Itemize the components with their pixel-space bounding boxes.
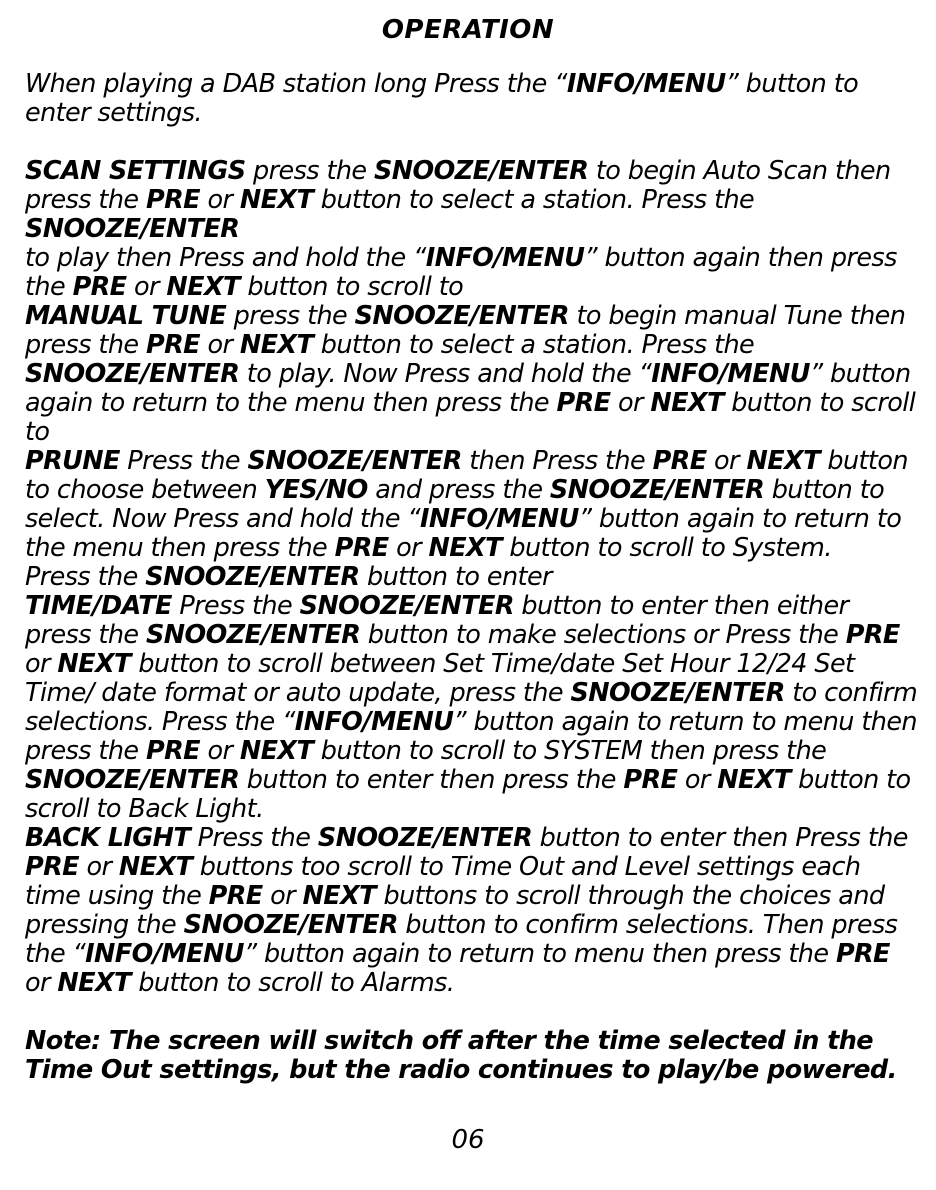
- text-run: button to confirm selections. Then press the “: [25, 910, 898, 969]
- bold-term: SNOOZE/ENTER: [145, 562, 360, 592]
- bold-term: INFO/MENU: [294, 707, 454, 737]
- text-run: or: [199, 185, 240, 215]
- system-paragraph: [25, 563, 920, 592]
- text-run: button to enter: [359, 562, 552, 592]
- bold-term: NEXT: [57, 649, 131, 679]
- instructions-body: [25, 70, 920, 1085]
- text-run: or: [25, 968, 58, 998]
- bold-term: SNOOZE/ENTER: [299, 591, 514, 621]
- text-run: button to enter then Press the: [532, 823, 908, 853]
- bold-term: SCAN SETTINGS: [25, 156, 246, 186]
- manual-tune-paragraph: [25, 302, 920, 447]
- bold-term: NEXT: [428, 533, 502, 563]
- text-run: or: [78, 852, 119, 882]
- bold-term: PRE: [556, 388, 611, 418]
- bold-term: TIME/DATE: [25, 591, 172, 621]
- text-run: button to scroll to System.: [501, 533, 832, 563]
- scan-settings-paragraph: [25, 157, 920, 302]
- text-run: then Press the: [461, 446, 653, 476]
- text-run: Press the: [119, 446, 248, 476]
- text-run: button to scroll to: [239, 272, 464, 302]
- bold-term: PRE: [208, 881, 263, 911]
- text-run: Press the: [25, 562, 146, 592]
- text-run: button to scroll to Alarms.: [130, 968, 455, 998]
- time-date-paragraph: [25, 592, 920, 824]
- text-run: ” button again then press the: [25, 243, 897, 302]
- bold-term: PRE: [146, 185, 200, 215]
- bold-term: NEXT: [239, 330, 314, 360]
- bold-term: INFO/MENU: [85, 939, 244, 969]
- bold-term: SNOOZE/ENTER: [549, 475, 765, 505]
- text-run: or: [388, 533, 429, 563]
- back-light-paragraph: [25, 824, 920, 998]
- bold-term: INFO/MENU: [420, 504, 579, 534]
- text-run: button to scroll between Set Time/date Set Hour 12/24 Set Time/ date format or auto update, press the: [25, 649, 855, 708]
- text-run: to begin manual Tune then press the: [25, 301, 906, 360]
- page-number: 06: [451, 1125, 485, 1155]
- text-run: button to enter then press the: [239, 765, 624, 795]
- text-run: or: [126, 272, 167, 302]
- bold-term: PRE: [72, 272, 127, 302]
- text-run: ” button again to return to the menu then press the: [25, 359, 911, 418]
- text-run: ” button again to return to the menu then press the: [25, 504, 902, 563]
- bold-term: INFO/MENU: [425, 243, 585, 273]
- text-run: press the: [245, 156, 375, 186]
- bold-term: PRE: [146, 330, 200, 360]
- bold-term: SNOOZE/ENTER: [25, 765, 240, 795]
- bold-term: SNOOZE/ENTER: [146, 620, 361, 650]
- bold-term: PRE: [334, 533, 389, 563]
- bold-term: SNOOZE/ENTER: [317, 823, 533, 853]
- text-run: buttons to scroll through the choices and pressing the: [25, 881, 885, 940]
- text-run: button to enter then either press the: [25, 591, 849, 650]
- bold-term: PRE: [623, 765, 678, 795]
- bold-term: NEXT: [650, 388, 724, 418]
- text-run: button to scroll to Back Light.: [25, 765, 911, 824]
- text-run: or: [199, 736, 240, 766]
- page-title: OPERATION: [381, 15, 555, 45]
- intro-paragraph: [25, 70, 920, 128]
- bold-term: SNOOZE/ENTER: [25, 359, 240, 389]
- bold-term: YES/NO: [264, 475, 368, 505]
- text-run: or: [610, 388, 651, 418]
- text-run: button to choose between: [25, 446, 908, 505]
- bold-term: INFO/MENU: [651, 359, 810, 389]
- text-run: to begin Auto Scan then press the: [25, 156, 891, 215]
- bold-term: BACK LIGHT: [25, 823, 191, 853]
- text-run: to confirm selections. Press the “: [25, 678, 918, 737]
- text-run: button to scroll to: [25, 388, 916, 447]
- bold-term: NEXT: [57, 968, 131, 998]
- text-run: When playing a DAB station long Press the “: [25, 69, 567, 99]
- bold-term: SNOOZE/ENTER: [374, 156, 589, 186]
- text-run: ” button again to return to menu then press the: [25, 707, 917, 766]
- text-run: and press the: [367, 475, 550, 505]
- text-run: button to select a station. Press the: [313, 185, 755, 215]
- text-run: or: [25, 649, 58, 679]
- text-run: to play. Now Press and hold the “: [239, 359, 652, 389]
- text-run: buttons too scroll to Time Out and Level settings each time using the: [25, 852, 861, 911]
- bold-term: MANUAL TUNE: [25, 301, 227, 331]
- bold-term: SNOOZE/ENTER: [25, 214, 240, 244]
- bold-term: PRE: [845, 620, 900, 650]
- prune-paragraph: [25, 447, 920, 563]
- text-run: to play then Press and hold the “: [25, 243, 426, 273]
- bold-term: SNOOZE/ENTER: [183, 910, 398, 940]
- bold-term: SNOOZE/ENTER: [247, 446, 462, 476]
- text-run: press the: [226, 301, 355, 331]
- text-run: ” button to enter settings.: [25, 69, 859, 128]
- bold-term: PRE: [146, 736, 200, 766]
- text-run: or: [262, 881, 303, 911]
- text-run: or: [199, 330, 240, 360]
- bold-term: NEXT: [239, 736, 314, 766]
- text-run: Press the: [190, 823, 318, 853]
- text-run: button to scroll to SYSTEM then press the: [313, 736, 827, 766]
- text-run: Press the: [171, 591, 300, 621]
- bold-term: INFO/MENU: [566, 69, 726, 99]
- bold-term: NEXT: [118, 852, 193, 882]
- text-run: button to select a station. Press the: [313, 330, 755, 360]
- bold-term: PRE: [25, 852, 79, 882]
- note-paragraph: Note: The screen will switch off after the time selected in the Time Out settings, but the radio continues to play/be powered.: [25, 1026, 897, 1085]
- text-run: or: [706, 446, 747, 476]
- bold-term: NEXT: [166, 272, 240, 302]
- bold-term: NEXT: [302, 881, 376, 911]
- bold-term: SNOOZE/ENTER: [354, 301, 569, 331]
- bold-term: NEXT: [746, 446, 820, 476]
- text-run: ” button again to return to menu then press the: [243, 939, 836, 969]
- bold-term: PRE: [835, 939, 890, 969]
- bold-term: PRE: [652, 446, 707, 476]
- text-run: or: [677, 765, 718, 795]
- bold-term: NEXT: [717, 765, 791, 795]
- text-run: button to select. Now Press and hold the “: [25, 475, 885, 534]
- bold-term: PRUNE: [25, 446, 120, 476]
- text-run: button to make selections or Press the: [360, 620, 846, 650]
- bold-term: NEXT: [239, 185, 314, 215]
- bold-term: SNOOZE/ENTER: [570, 678, 785, 708]
